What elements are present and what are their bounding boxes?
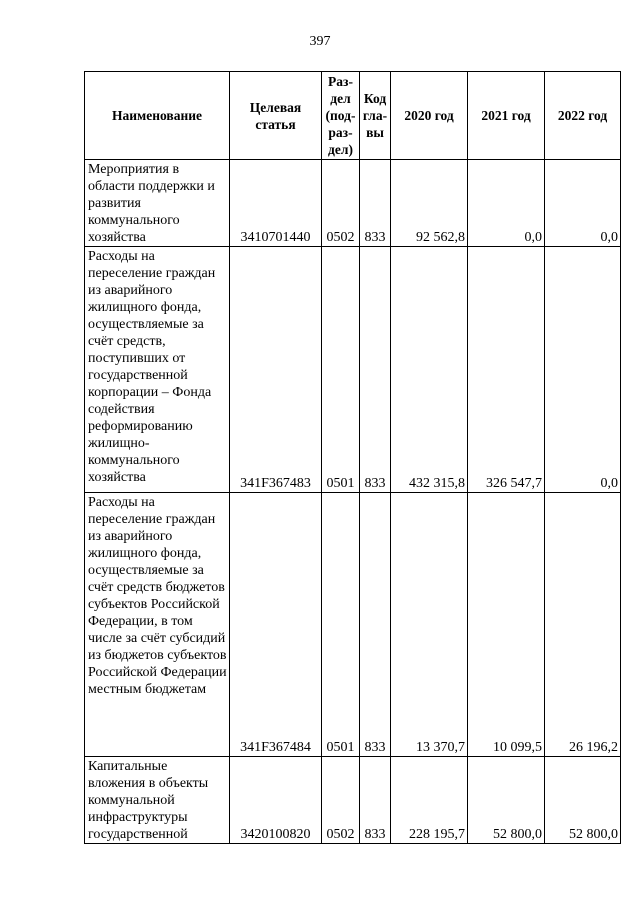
row-target-code: 341F367484 (230, 493, 322, 757)
row-name: Капитальные вложения в объекты коммунальной инфраструктуры государственной (85, 757, 230, 844)
row-2022: 52 800,0 (545, 757, 621, 844)
row-chapter: 833 (360, 247, 391, 493)
header-2022: 2022 год (545, 72, 621, 160)
row-section: 0501 (322, 247, 360, 493)
header-name: Наименование (85, 72, 230, 160)
row-section: 0502 (322, 757, 360, 844)
header-2020: 2020 год (391, 72, 468, 160)
row-name: Расходы на переселение граждан из аварийного жилищного фонда, осуществляемые за счёт средств бюджетов субъектов Российской Федерации, в том числе за счёт субсидий из бюджетов субъектов Российской Федерации местным бюджетам (85, 493, 230, 757)
table-row (85, 160, 621, 247)
header-chapter: Код гла-вы (360, 72, 391, 160)
row-chapter: 833 (360, 757, 391, 844)
row-2020: 13 370,7 (391, 493, 468, 757)
header-row (85, 72, 621, 160)
row-2022: 0,0 (545, 247, 621, 493)
budget-table (84, 71, 621, 844)
row-target-code: 3410701440 (230, 160, 322, 247)
row-section: 0502 (322, 160, 360, 247)
header-target: Целевая статья (230, 72, 322, 160)
row-name: Расходы на переселение граждан из аварийного жилищного фонда, осуществляемые за счёт средств, поступивших от государственной корпорации – Фонда содействия реформированию жилищно-коммунального хозяйства (85, 247, 230, 493)
row-2021: 52 800,0 (468, 757, 545, 844)
header-2021: 2021 год (468, 72, 545, 160)
row-2021: 0,0 (468, 160, 545, 247)
row-2020: 432 315,8 (391, 247, 468, 493)
table-row (85, 247, 621, 493)
page-number: 397 (309, 34, 331, 49)
row-section: 0501 (322, 493, 360, 757)
row-chapter: 833 (360, 160, 391, 247)
row-name: Мероприятия в области поддержки и развития коммунального хозяйства (85, 160, 230, 247)
row-2021: 10 099,5 (468, 493, 545, 757)
row-2020: 92 562,8 (391, 160, 468, 247)
row-2020: 228 195,7 (391, 757, 468, 844)
row-2021: 326 547,7 (468, 247, 545, 493)
row-2022: 26 196,2 (545, 493, 621, 757)
row-target-code: 3420100820 (230, 757, 322, 844)
table-row (85, 493, 621, 757)
header-section: Раз-дел (под-раз-дел) (322, 72, 360, 160)
row-target-code: 341F367483 (230, 247, 322, 493)
table-row (85, 757, 621, 844)
row-chapter: 833 (360, 493, 391, 757)
row-2022: 0,0 (545, 160, 621, 247)
